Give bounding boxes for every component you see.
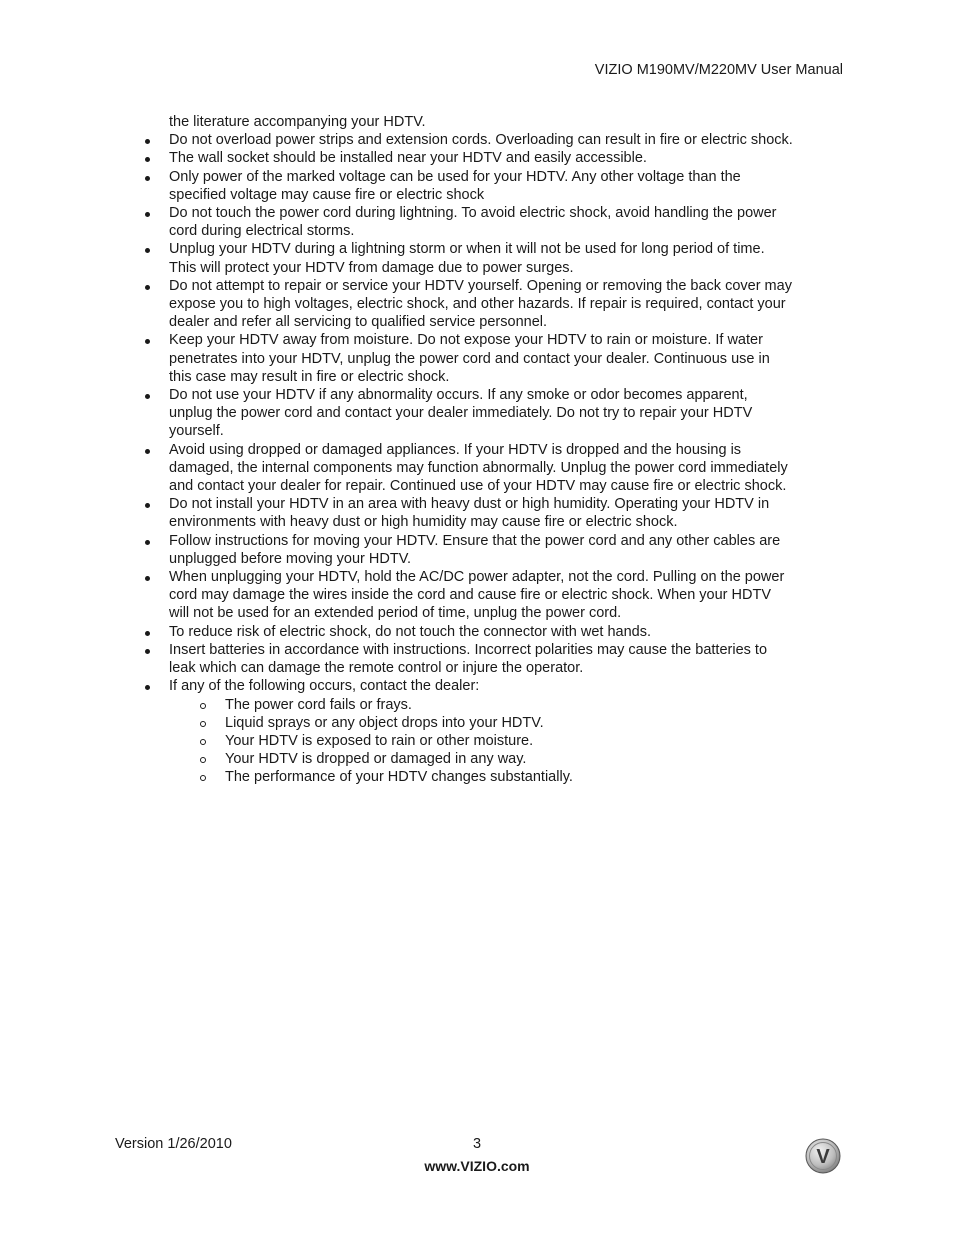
bullet-text: Only power of the marked voltage can be used for your HDTV. Any other voltage than the specified voltage may cause fire or electric shock — [169, 168, 741, 203]
bullet-item — [169, 277, 794, 332]
bullet-item — [169, 131, 794, 149]
bullet-text: Insert batteries in accordance with instructions. Incorrect polarities may cause the batteries to leak which can damage the remote control or injure the operator. — [169, 641, 768, 677]
sub-bullet-item — [225, 750, 794, 768]
bullet-text: To reduce risk of electric shock, do not touch the connector with wet hands. — [169, 623, 651, 640]
bullet-text: Do not install your HDTV in an area with heavy dust or high humidity. Operating your HDTV in environments with heavy dust or high humidity may cause fire or electric shock. — [169, 496, 770, 531]
bullet-item — [169, 240, 794, 276]
bullet-item — [169, 441, 794, 496]
sub-bullet-text: Your HDTV is dropped or damaged in any way. — [225, 751, 527, 768]
bullet-item — [169, 149, 794, 167]
bullet-dot-icon — [145, 449, 150, 454]
circle-bullet-icon — [200, 721, 206, 727]
bullet-item — [169, 204, 794, 240]
bullet-dot-icon — [145, 503, 150, 508]
sub-bullet-text: Liquid sprays or any object drops into your HDTV. — [225, 714, 544, 731]
bullet-dot-icon — [145, 157, 150, 162]
circle-bullet-icon — [200, 739, 206, 745]
safety-content — [169, 113, 794, 787]
bullet-dot-icon — [145, 176, 150, 181]
bullet-dot-icon — [145, 540, 150, 545]
bullet-dot-icon — [145, 649, 150, 654]
circle-bullet-icon — [200, 757, 206, 763]
bullet-item — [169, 568, 794, 623]
bullet-text: The wall socket should be installed near your HDTV and easily accessible. — [169, 150, 647, 167]
bullet-item — [169, 386, 794, 441]
bullet-text: Unplug your HDTV during a lightning storm or when it will not be used for long period of time. This will protect your HDTV from damage due to power surges. — [169, 241, 765, 276]
bullet-text: Keep your HDTV away from moisture. Do not expose your HDTV to rain or moisture. If water penetrates into your HDTV, unplug the power cord and contact your dealer. Continuous use in this case may result in fire or electric shock. — [169, 332, 770, 385]
sub-bullet-text: The performance of your HDTV changes substantially. — [225, 769, 573, 786]
bullet-dot-icon — [145, 212, 150, 217]
sub-bullet-item — [225, 696, 794, 714]
bullet-item — [169, 331, 794, 386]
circle-bullet-icon — [200, 703, 206, 709]
bullet-item — [169, 623, 794, 641]
bullet-dot-icon — [145, 394, 150, 399]
logo-letter: V — [816, 1146, 830, 1168]
safety-bullet-list — [169, 131, 794, 786]
bullet-item — [169, 495, 794, 531]
sub-bullet-item — [225, 768, 794, 786]
bullet-dot-icon — [145, 576, 150, 581]
bullet-text: Do not touch the power cord during lightning. To avoid electric shock, avoid handling the power cord during electrical storms. — [169, 205, 777, 240]
dealer-conditions-list — [169, 696, 794, 787]
bullet-item — [169, 168, 794, 204]
page-number: 3 — [472, 1136, 482, 1152]
bullet-text: Follow instructions for moving your HDTV. Ensure that the power cord and any other cables are unplugged before moving your HDTV. — [169, 532, 781, 567]
sub-bullet-text: Your HDTV is exposed to rain or other moisture. — [225, 732, 534, 749]
bullet-text: Do not overload power strips and extension cords. Overloading can result in fire or electric shock. — [169, 132, 793, 149]
bullet-text: When unplugging your HDTV, hold the AC/DC power adapter, not the cord. Pulling on the power cord may damage the wires inside the cord and cause fire or electric shock. When your HDTV will not be used for an extended period of time, unplug the power cord. — [169, 569, 785, 622]
bullet-text: Do not use your HDTV if any abnormality occurs. If any smoke or odor becomes apparent, unplug the power cord and contact your dealer immediately. Do not try to repair your HDTV yourself. — [169, 387, 753, 440]
circle-bullet-icon — [200, 775, 206, 781]
bullet-text: Avoid using dropped or damaged appliances. If your HDTV is dropped and the housing is damaged, the internal components may function abnormally. Unplug the power cord immediately and contact your dealer for repair. Continued use of your HDTV may cause fire or electric shock. — [169, 441, 788, 495]
vizio-logo-icon — [805, 1138, 841, 1174]
bullet-item — [169, 532, 794, 568]
lead-in-text: the literature accompanying your HDTV. — [169, 114, 426, 130]
bullet-text: Do not attempt to repair or service your HDTV yourself. Opening or removing the back cover may expose you to high voltages, electric shock, and other hazards. If repair is required, contact your dealer and refer all servicing to qualified service personnel. — [169, 277, 792, 331]
footer-version: Version 1/26/2010 — [115, 1136, 232, 1152]
bullet-item — [169, 677, 794, 786]
bullet-dot-icon — [145, 339, 150, 344]
sub-bullet-item — [225, 714, 794, 732]
bullet-item — [169, 641, 794, 677]
sub-bullet-item — [225, 732, 794, 750]
bullet-dot-icon — [145, 631, 150, 636]
sub-bullet-text: The power cord fails or frays. — [225, 696, 412, 713]
bullet-dot-icon — [145, 685, 150, 690]
footer-url: www.VIZIO.com — [424, 1158, 530, 1174]
bullet-text: If any of the following occurs, contact the dealer: — [169, 678, 480, 695]
bullet-dot-icon — [145, 285, 150, 290]
bullet-dot-icon — [145, 139, 150, 144]
page-header: VIZIO M190MV/M220MV User Manual — [594, 62, 843, 78]
bullet-dot-icon — [145, 248, 150, 253]
